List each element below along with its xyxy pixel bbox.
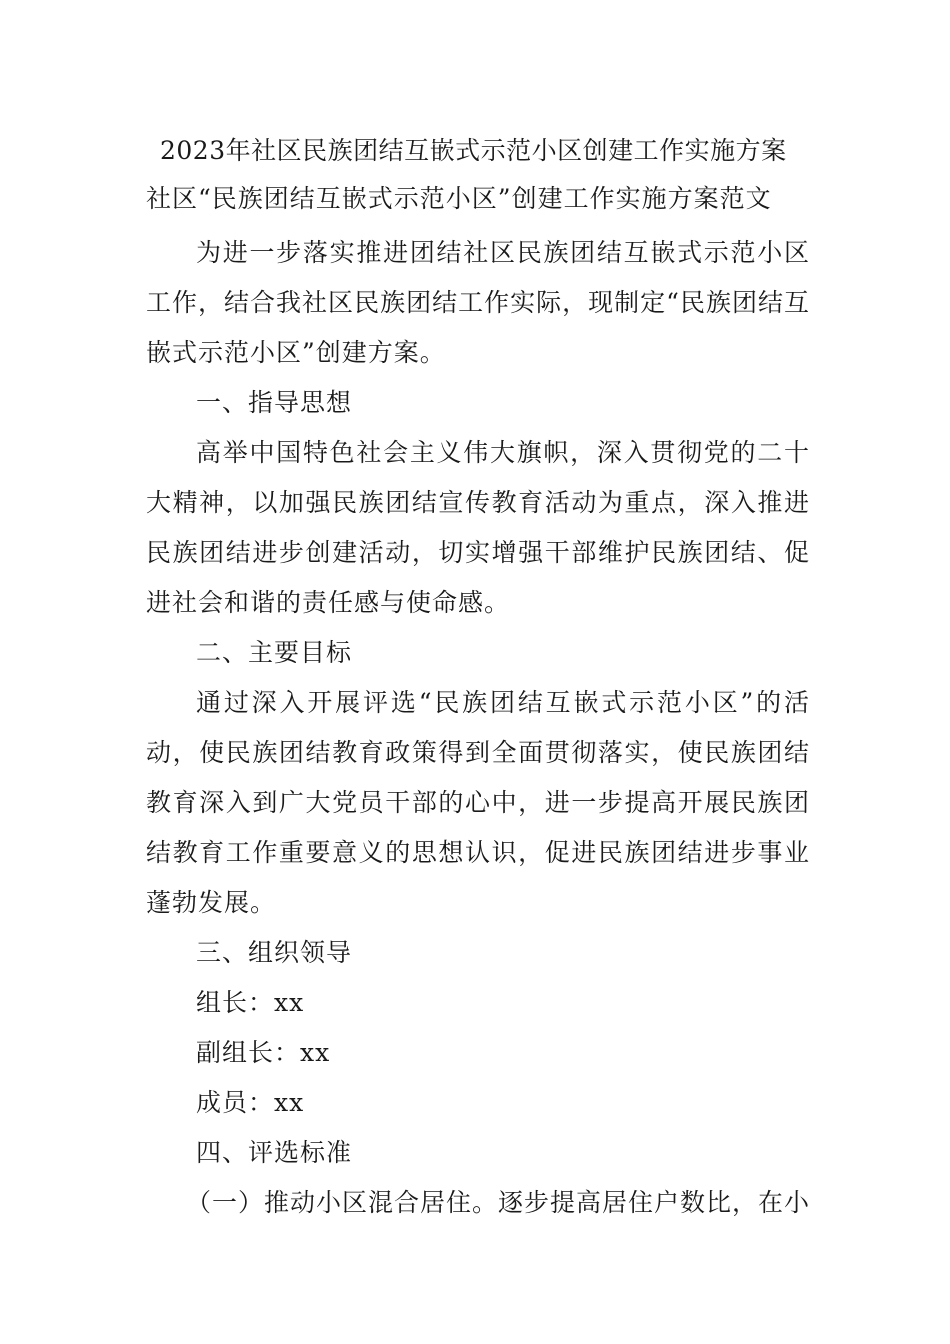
criteria-item-1: （一）推动小区混合居住。逐步提高居住户数比，在小 [186, 1188, 811, 1217]
section-heading-criteria: 四、评选标准 [196, 1138, 353, 1167]
group-leader-line: 组长：xx [196, 988, 305, 1017]
section-body-guiding-ideology: 高举中国特色社会主义伟大旗帜，深入贯彻党的二十大精神，以加强民族团结宣传教育活动为重点，深入推进民族团结进步创建活动，切实增强干部维护民族团结、促进社会和谐的责任感与使命感。 [146, 438, 810, 617]
document-body [146, 128, 810, 1228]
section-heading-organization: 三、组织领导 [196, 938, 353, 967]
deputy-leader-line: 副组长：xx [196, 1038, 331, 1067]
intro-paragraph: 为进一步落实推进团结社区民族团结互嵌式示范小区工作，结合我社区民族团结工作实际，现制定“民族团结互嵌式示范小区”创建方案。 [146, 238, 810, 367]
document-subtitle: 社区“民族团结互嵌式示范小区”创建工作实施方案范文 [146, 184, 772, 213]
document-title: 2023年社区民族团结互嵌式示范小区创建工作实施方案 [160, 136, 787, 165]
section-heading-guiding-ideology: 一、指导思想 [196, 388, 353, 417]
members-line: 成员：xx [196, 1088, 305, 1117]
section-heading-main-goals: 二、主要目标 [196, 638, 353, 667]
section-body-main-goals: 通过深入开展评选“民族团结互嵌式示范小区”的活动，使民族团结教育政策得到全面贯彻落实，使民族团结教育深入到广大党员干部的心中，进一步提高开展民族团结教育工作重要意义的思想认识，促进民族团结进步事业蓬勃发展。 [146, 688, 810, 917]
